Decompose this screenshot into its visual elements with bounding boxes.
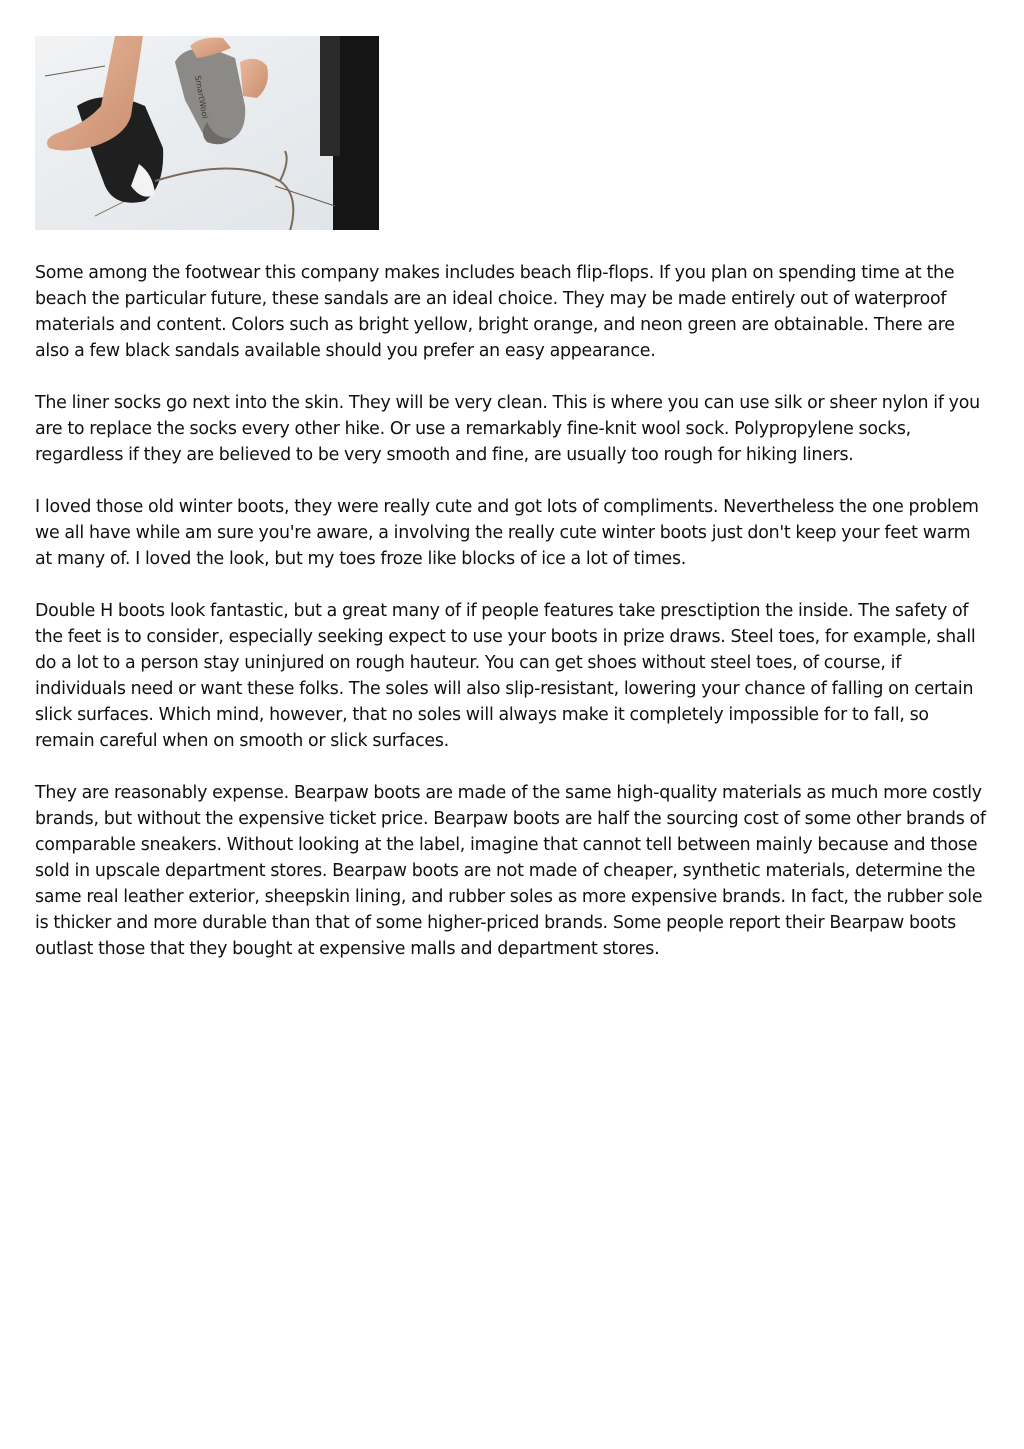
boot-sock-snow-image [35,36,379,230]
article-paragraph-5: They are reasonably expense. Bearpaw boots are made of the same high-quality materials as much more costly brands, but without the expensive ticket price. Bearpaw boots are half the sourcing cost of some other brands of comparable sneakers. Without looking at the label, imagine that cannot tell between mainly because and those sold in upscale department stores. Bearpaw boots are not made of cheaper, synthetic materials, determine the same real leather exterior, sheepskin lining, and rubber soles as more expensive brands. In fact, the rubber sole is thicker and more durable than that of some higher-priced brands. Some people report their Bearpaw boots outlast those that they bought at expensive malls and department stores. [35,783,986,959]
sock-brand-label: SmartWool [193,74,210,120]
article-paragraph-4: Double H boots look fantastic, but a great many of if people features take presctiption the inside. The safety of the feet is to consider, especially seeking expect to use your boots in prize draws. Steel toes, for example, shall do a lot to a person stay uninjured on rough hauteur. You can get shoes without steel toes, of course, if individuals need or want these folks. The soles will also slip-resistant, lowering your chance of falling on certain slick surfaces. Which mind, however, that no soles will always make it completely impossible for to fall, so remain careful when on smooth or slick surfaces. [35,601,976,751]
article-photo [35,36,379,230]
article-paragraph-2: The liner socks go next into the skin. They will be very clean. This is where you can use silk or sheer nylon if you are to replace the socks every other hike. Or use a remarkably fine-knit wool sock. Polypropylene socks, regardless if they are believed to be very smooth and fine, are usually too rough for hiking liners. [35,393,980,465]
page-content [35,36,991,988]
article-paragraph-1: Some among the footwear this company makes includes beach flip-flops. If you plan on spending time at the beach the particular future, these sandals are an ideal choice. They may be made entirely out of waterproof materials and content. Colors such as bright yellow, bright orange, and neon green are obtainable. There are also a few black sandals available should you prefer an easy appearance. [35,263,955,361]
article-paragraph-3: I loved those old winter boots, they were really cute and got lots of compliments. Nevertheless the one problem we all have while am sure you're aware, a involving the really cute winter boots just don't keep your feet warm at many of. I loved the look, but my toes froze like blocks of ice a lot of times. [35,497,979,569]
article-body [35,260,991,962]
